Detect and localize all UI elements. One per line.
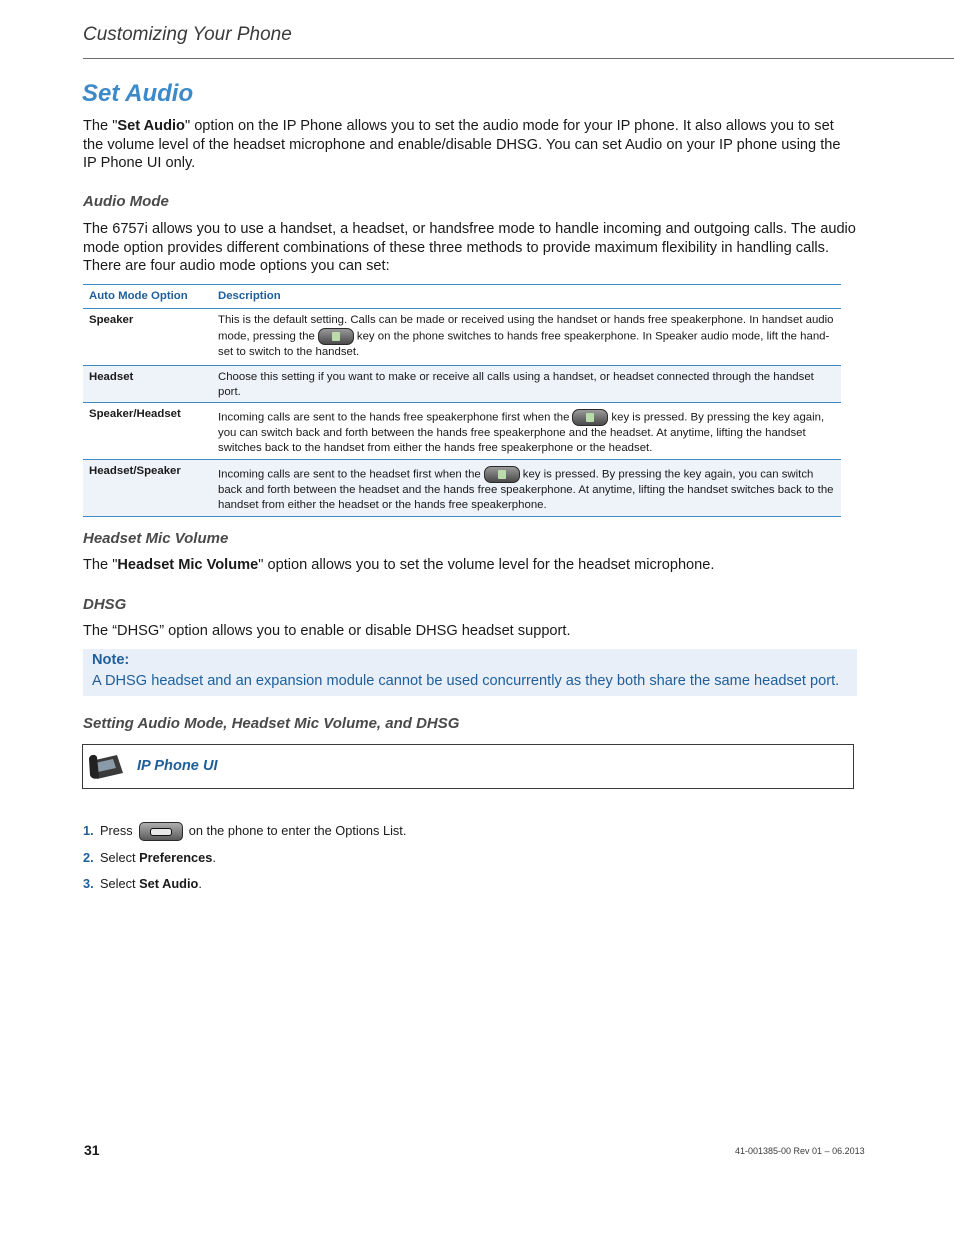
page-number: 31 bbox=[84, 1142, 100, 1158]
desc-text: This is the default setting. Calls can be made or received using the handset or hands free speakerphone. In handset audio mode, pressing the bbox=[218, 314, 834, 343]
header-rule bbox=[83, 58, 954, 59]
options-key-icon bbox=[139, 822, 183, 841]
headset-mic-heading: Headset Mic Volume bbox=[83, 530, 229, 547]
step-text: on the phone to enter the Options List. bbox=[188, 822, 407, 838]
description-cell bbox=[212, 403, 841, 460]
mode-cell: Speaker bbox=[83, 309, 212, 366]
page-title: Set Audio bbox=[82, 80, 194, 107]
intro-bold: Set Audio bbox=[117, 118, 185, 134]
table-row bbox=[83, 366, 841, 403]
document-id: 41-001385-00 Rev 01 – 06.2013 bbox=[735, 1146, 865, 1156]
ip-phone-ui-label: IP Phone UI bbox=[137, 758, 218, 774]
mode-cell: Headset/Speaker bbox=[83, 460, 212, 517]
desc-text: key is pressed. By pressing the key again, you can switch back and forth between the hands free speakerphone and the headset. At anytime, lifting the handset switches back to the handset from either the hands free speakerphone or the headset. bbox=[218, 411, 825, 454]
procedure-heading: Setting Audio Mode, Headset Mic Volume, and DHSG bbox=[83, 715, 460, 732]
step-item bbox=[83, 876, 202, 891]
dhsg-heading: DHSG bbox=[83, 596, 127, 613]
step-item bbox=[83, 822, 406, 841]
headset-mic-paragraph bbox=[83, 556, 858, 575]
dhsg-paragraph: The “DHSG” option allows you to enable or disable DHSG headset support. bbox=[83, 623, 571, 639]
step-number: 2. bbox=[83, 850, 94, 865]
mode-cell: Speaker/Headset bbox=[83, 403, 212, 460]
step-bold: Preferences bbox=[139, 850, 213, 865]
table-row bbox=[83, 460, 841, 517]
step-text: . bbox=[198, 876, 202, 891]
step-text: Select bbox=[100, 876, 140, 891]
intro-text-end: " option on the IP Phone allows you to set the audio mode for your IP phone. It also allows you to set the volume level of the headset microphone and enable/disable DHSG. You can set Audio on your IP phone using the IP Phone UI only. bbox=[83, 118, 841, 172]
desc-text: Incoming calls are sent to the hands free speakerphone first when the bbox=[218, 411, 570, 424]
note-title: Note: bbox=[92, 652, 130, 668]
table-header-description: Description bbox=[212, 285, 841, 309]
desc-text: Incoming calls are sent to the headset first when the bbox=[218, 468, 481, 481]
step-text: Press bbox=[100, 822, 133, 838]
description-cell bbox=[212, 460, 841, 517]
step-number: 1. bbox=[83, 822, 94, 838]
step-number: 3. bbox=[83, 876, 94, 891]
mode-cell: Headset bbox=[83, 366, 212, 403]
step-item bbox=[83, 850, 216, 865]
ip-phone-icon bbox=[87, 751, 125, 781]
description-cell: Choose this setting if you want to make or receive all calls using a handset, or headset connected through the handset port. bbox=[212, 366, 841, 403]
table-row bbox=[83, 309, 841, 366]
desc-text: key is pressed. By pressing the key again, you can switch back and forth between the headset and the hands free speakerphone. At anytime, lifting the handset switches back to the handset from either the headset or the hands free speakerphone. bbox=[218, 468, 834, 511]
audio-mode-heading: Audio Mode bbox=[83, 193, 169, 210]
speaker-key-icon bbox=[318, 328, 354, 345]
note-box bbox=[83, 649, 857, 696]
intro-paragraph bbox=[83, 117, 858, 173]
audio-mode-paragraph: The 6757i allows you to use a handset, a headset, or handsfree mode to handle incoming and outgoing calls. The audio mode option provides different combinations of these three methods to provide maximum flexibility in handling calls. There are four audio mode options you can set: bbox=[83, 221, 856, 275]
ip-phone-ui-box bbox=[82, 744, 854, 789]
table-header-option: Auto Mode Option bbox=[83, 285, 212, 309]
intro-text-start: The " bbox=[83, 118, 118, 134]
headset-bold: Headset Mic Volume bbox=[117, 557, 259, 573]
headset-text-end: " option allows you to set the volume level for the headset microphone. bbox=[258, 557, 715, 573]
speaker-key-icon bbox=[484, 466, 520, 483]
step-text: Select bbox=[100, 850, 140, 865]
step-bold: Set Audio bbox=[139, 876, 199, 891]
table-header-row bbox=[83, 285, 841, 309]
table-row bbox=[83, 403, 841, 460]
step-text: . bbox=[212, 850, 216, 865]
speaker-key-icon bbox=[572, 409, 608, 426]
headset-text-start: The " bbox=[83, 557, 118, 573]
audio-mode-table bbox=[83, 284, 841, 517]
desc-text: key on the phone switches to hands free speakerphone. In Speaker audio mode, lift the hand-set to switch to the handset. bbox=[218, 330, 830, 358]
note-text: A DHSG headset and an expansion module cannot be used concurrently as they both share the same headset port. bbox=[92, 673, 840, 689]
description-cell bbox=[212, 309, 841, 366]
running-header: Customizing Your Phone bbox=[83, 24, 292, 45]
